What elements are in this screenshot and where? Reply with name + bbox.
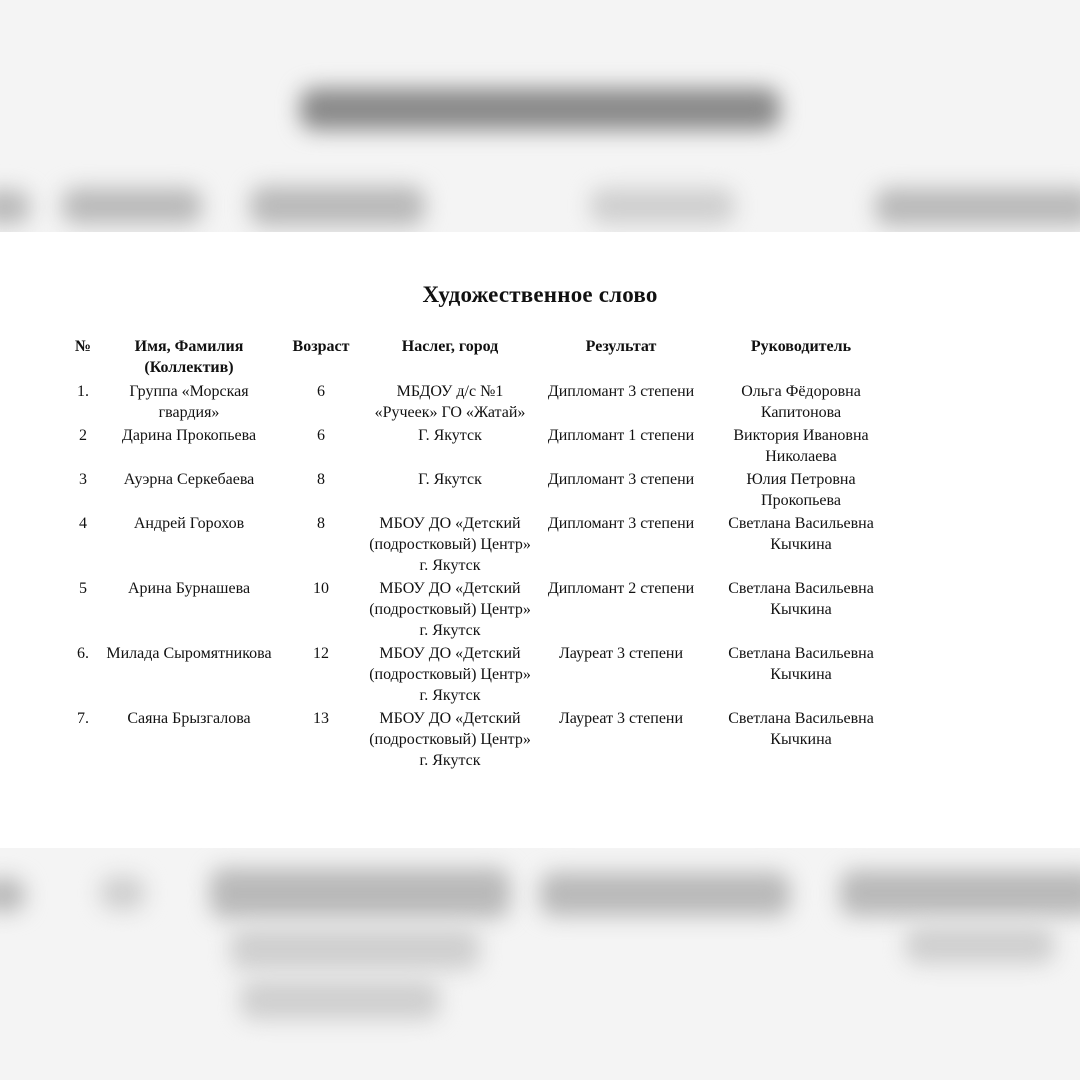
row-number: 5 — [79, 580, 87, 597]
participant-leader: Светлана Васильевна Кычкина — [728, 645, 874, 683]
blurred-text — [250, 186, 425, 226]
blurred-text — [240, 980, 440, 1020]
participant-age: 12 — [313, 645, 329, 662]
participant-place: Г. Якутск — [418, 427, 482, 444]
participant-name: Саяна Брызгалова — [127, 710, 251, 727]
blurred-text — [0, 878, 25, 912]
participant-age: 8 — [317, 515, 325, 532]
participant-leader: Виктория Ивановна Николаева — [733, 427, 869, 465]
participant-result: Лауреат 3 степени — [558, 710, 684, 727]
table-row — [64, 578, 894, 643]
table-row — [64, 469, 894, 513]
participant-leader: Светлана Васильевна Кычкина — [728, 710, 874, 748]
row-number: 7. — [77, 710, 89, 727]
column-header-place: Наслег, город — [401, 338, 499, 355]
participant-place: МБОУ ДО «Детский (подростковый) Центр» г. Якутск — [369, 645, 531, 704]
participant-place: МБОУ ДО «Детский (подростковый) Центр» г. Якутск — [369, 710, 531, 769]
results-table — [64, 336, 894, 773]
participant-name: Дарина Прокопьева — [121, 427, 257, 444]
blurred-text — [540, 872, 790, 916]
participant-age: 10 — [313, 580, 329, 597]
participant-leader: Светлана Васильевна Кычкина — [728, 515, 874, 553]
participant-age: 8 — [317, 471, 325, 488]
table-row — [64, 643, 894, 708]
participant-result: Дипломант 2 степени — [547, 580, 695, 597]
table-row — [64, 708, 894, 773]
participant-name: Ауэрна Серкебаева — [123, 471, 255, 488]
column-header-leader: Руководитель — [750, 338, 852, 355]
blurred-text — [905, 926, 1055, 964]
blurred-background-bottom — [0, 848, 1080, 1080]
blurred-background-top — [0, 0, 1080, 232]
participant-name: Арина Бурнашева — [127, 580, 251, 597]
table-row — [64, 381, 894, 425]
blurred-text — [590, 188, 735, 224]
blurred-text — [875, 188, 1080, 226]
participant-place: Г. Якутск — [418, 471, 482, 488]
participant-age: 6 — [317, 383, 325, 400]
row-number: 2 — [79, 427, 87, 444]
row-number: 1. — [77, 383, 89, 400]
participant-place: МБОУ ДО «Детский (подростковый) Центр» г. Якутск — [369, 580, 531, 639]
blurred-heading — [300, 88, 780, 130]
column-header-name: Имя, Фамилия (Коллектив) — [134, 338, 244, 376]
blurred-text — [0, 190, 30, 224]
blurred-text — [100, 876, 145, 910]
participant-leader: Светлана Васильевна Кычкина — [728, 580, 874, 618]
column-header-number: № — [74, 338, 92, 355]
participant-result: Дипломант 3 степени — [547, 383, 695, 400]
participant-age: 6 — [317, 427, 325, 444]
participant-leader: Юлия Петровна Прокопьева — [746, 471, 856, 509]
participant-place: МБОУ ДО «Детский (подростковый) Центр» г. Якутск — [369, 515, 531, 574]
blurred-text — [840, 870, 1080, 916]
participant-result: Дипломант 3 степени — [547, 471, 695, 488]
blurred-text — [210, 868, 510, 918]
column-header-result: Результат — [585, 338, 657, 355]
table-row — [64, 513, 894, 578]
participant-result: Лауреат 3 степени — [558, 645, 684, 662]
row-number: 6. — [77, 645, 89, 662]
row-number: 3 — [79, 471, 87, 488]
participant-name: Группа «Морская гвардия» — [129, 383, 249, 421]
table-header-row — [64, 336, 894, 381]
participant-name: Андрей Горохов — [133, 515, 245, 532]
participant-age: 13 — [313, 710, 329, 727]
participant-name: Милада Сыромятникова — [106, 645, 272, 662]
blurred-text — [230, 928, 480, 970]
participant-place: МБДОУ д/с №1 «Ручеек» ГО «Жатай» — [374, 383, 526, 421]
row-number: 4 — [79, 515, 87, 532]
blurred-text — [62, 188, 202, 224]
column-header-age: Возраст — [292, 338, 350, 355]
table-row — [64, 425, 894, 469]
participant-result: Дипломант 1 степени — [547, 427, 695, 444]
participant-leader: Ольга Фёдоровна Капитонова — [741, 383, 861, 421]
participant-result: Дипломант 3 степени — [547, 515, 695, 532]
document-title: Художественное слово — [422, 282, 658, 307]
document-page — [0, 232, 1080, 848]
